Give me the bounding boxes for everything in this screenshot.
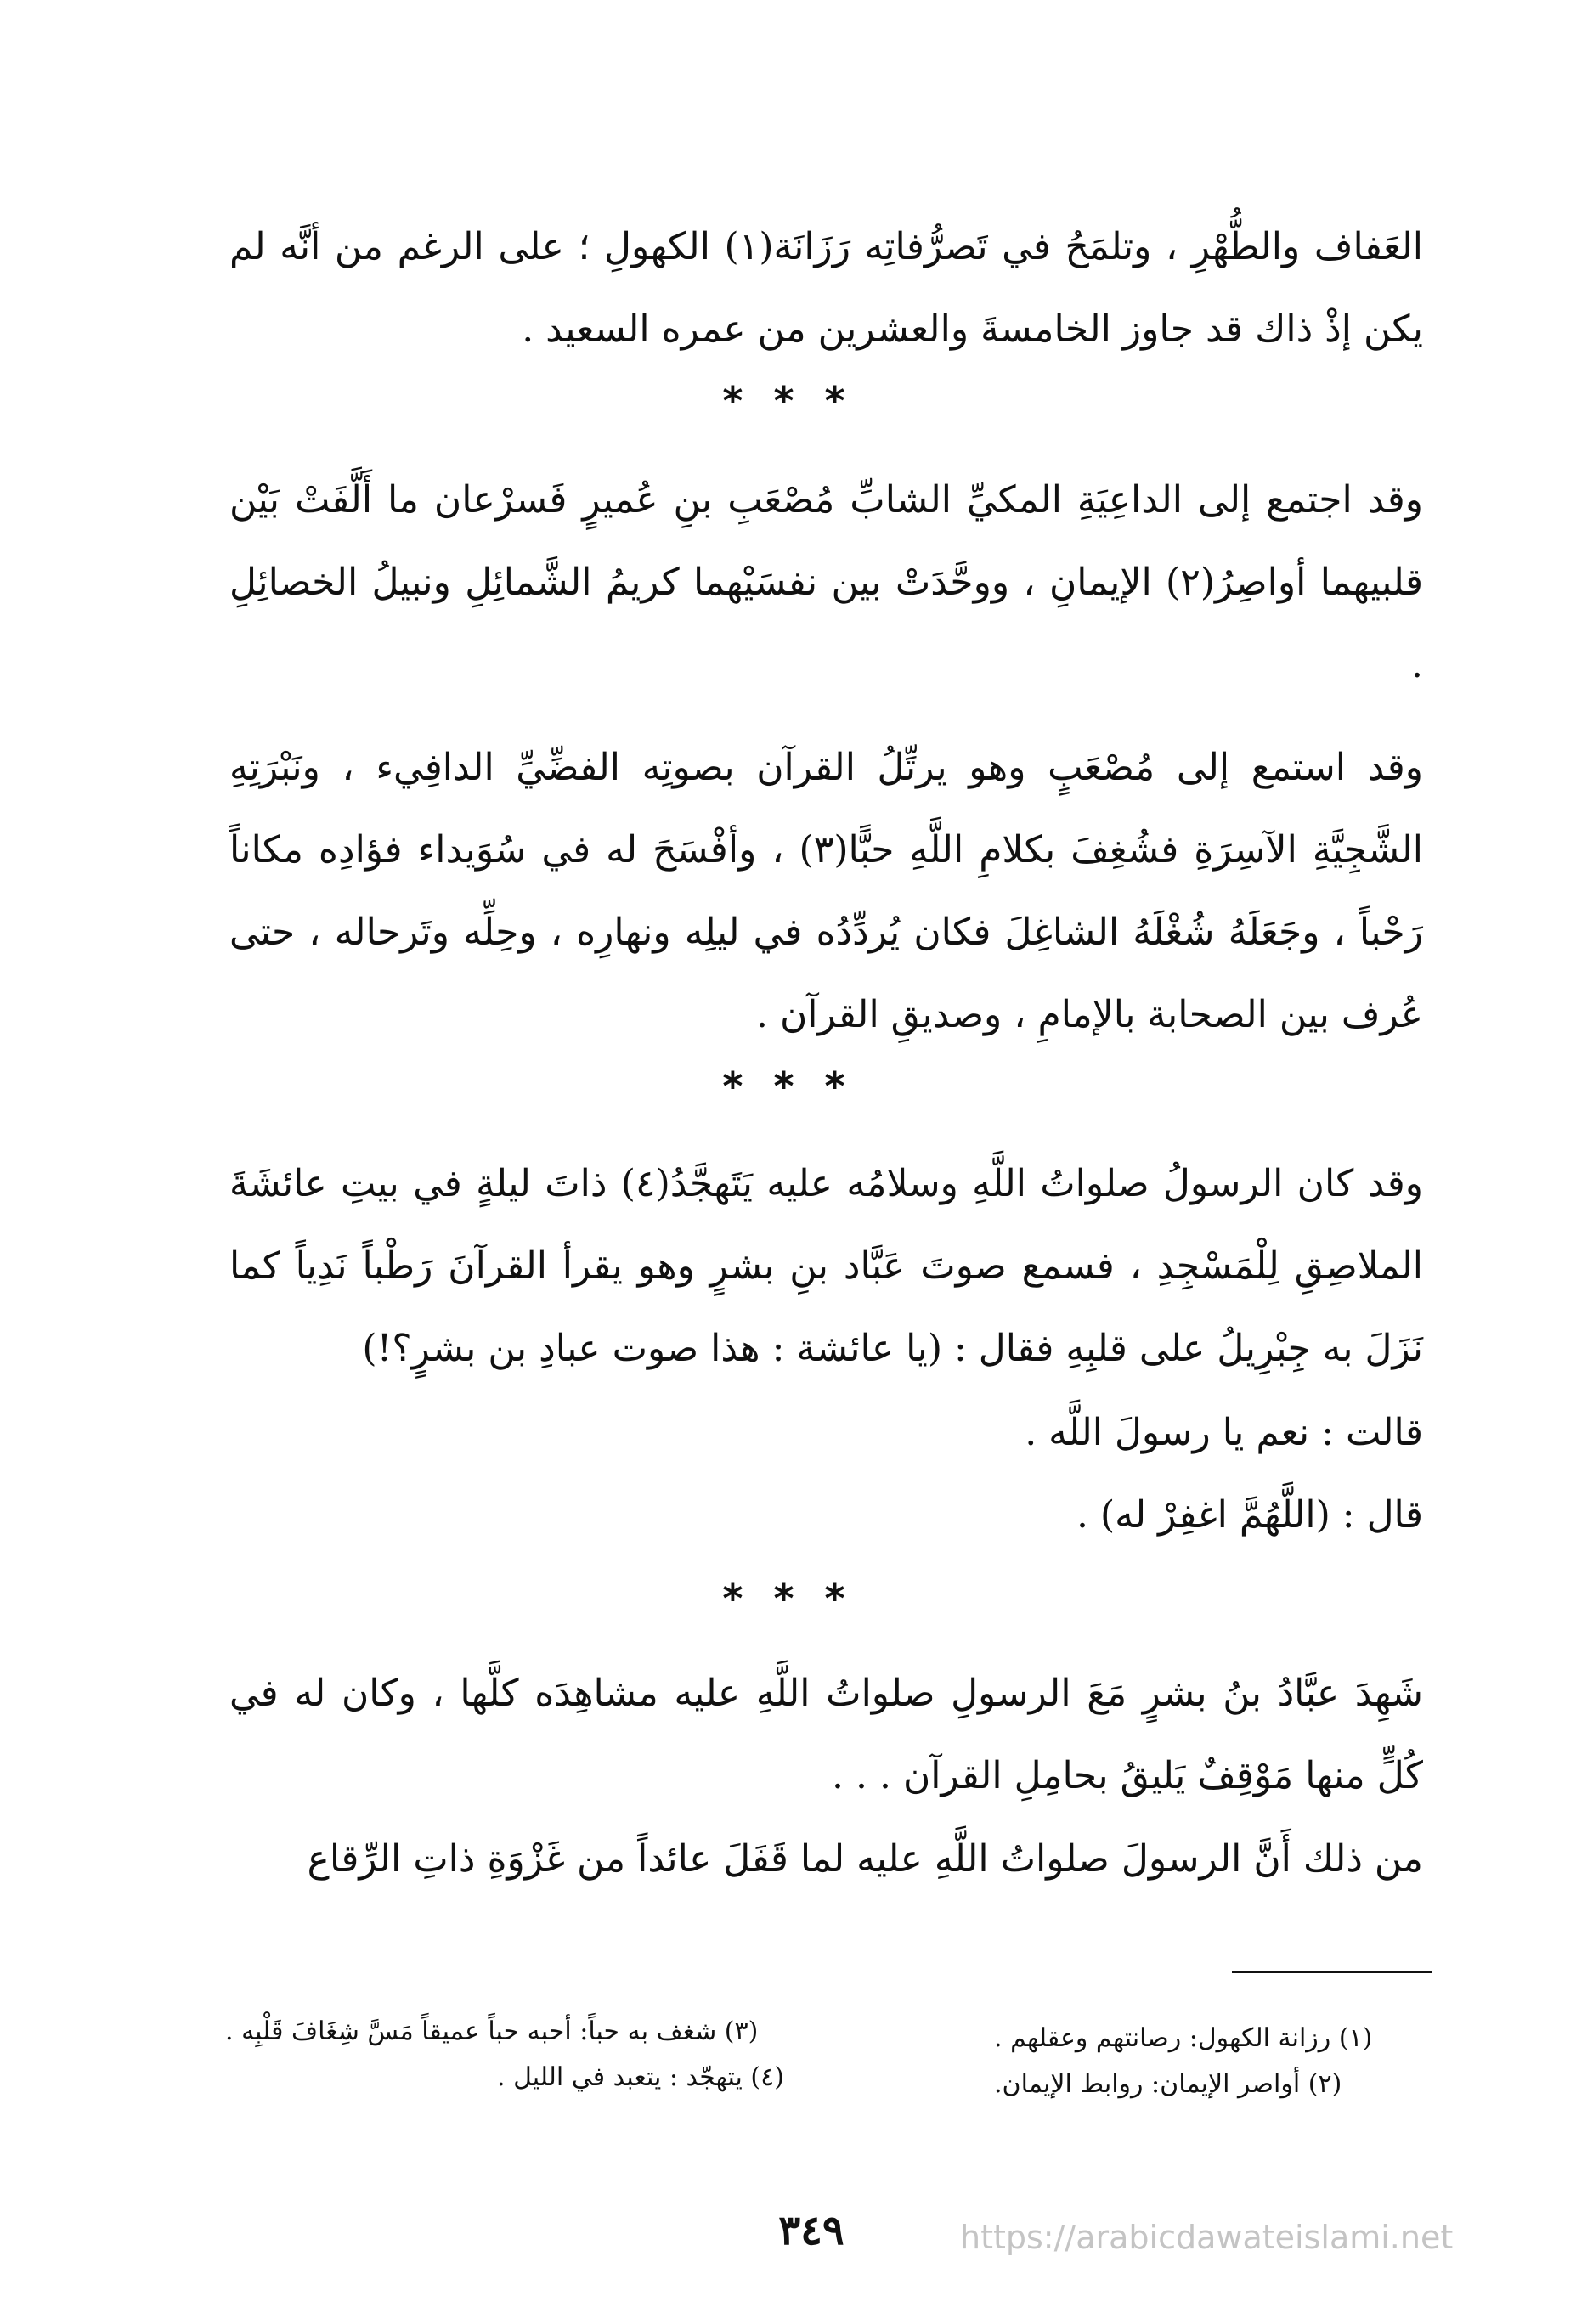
footnote-2: (٢) أواصر الإيمان: روابط الإيمان. <box>994 2069 1342 2099</box>
footnote-3: (٣) شغف به حباً: أحبه حباً عميقاً مَسَّ شِغَافَ قَلْبِه . <box>225 2017 759 2046</box>
page-number: ٣٤٩ <box>778 2207 844 2254</box>
paragraph-3: وقد استمع إلى مُصْعَبٍ وهو يرتِّلُ القرآن بصوتِه الفضِّيِّ الدافِيء ، ونَبْرَتِهِ الشَّجِيَّةِ الآسِرَةِ فشُغِفَ بكلامِ اللَّهِ حبًّا(٣) ، وأفْسَحَ له في سُوَيداء فؤادِه مكاناً رَحْباً ، وجَعَلَهُ شُغْلَهُ الشاغِلَ فكان يُردِّدُه في ليلِه ونهارِه ، وحِلِّه وتَرحاله ، حتى عُرف بين الصحابة بالإمامِ ، وصديقِ القرآن . <box>229 746 1423 1036</box>
paragraph-4: وقد كان الرسولُ صلواتُ اللَّهِ وسلامُه عليه يَتَهجَّدُ(٤) ذاتَ ليلةٍ في بيتِ عائشَةَ الملاصِقِ لِلْمَسْجِدِ ، فسمع صوتَ عَبَّاد بنِ بشرٍ وهو يقرأ القرآنَ رَطْباً نَدِياً كما نَزَلَ به جِبْرِيلُ على قلبِهِ فقال : (يا عائشة : هذا صوت عبادِ بن بشرٍ؟!) <box>229 1162 1423 1370</box>
footnote-rule <box>1232 1971 1432 1973</box>
section-separator: * * * <box>722 1576 854 1622</box>
section-separator: * * * <box>722 1063 854 1109</box>
paragraph-1: العَفاف والطُّهْرِ ، وتلمَحُ في تَصرُّفاتِه رَزَانَة(١) الكهولِ ؛ على الرغم من أنَّه لم يكن إذْ ذاك قد جاوز الخامسةَ والعشرين من عمره السعيد . <box>229 225 1423 351</box>
paragraph-8: من ذلك أَنَّ الرسولَ صلواتُ اللَّهِ عليه لما قَفَلَ عائداً من غَزْوَةِ ذاتِ الرِّقاع <box>307 1837 1423 1881</box>
paragraph-6: قال : (اللَّهُمَّ اغفِرْ له) . <box>1076 1493 1423 1537</box>
watermark-url: https://arabicdawateislami.net <box>960 2219 1454 2256</box>
section-separator: * * * <box>722 378 854 424</box>
paragraph-7: شَهِدَ عبَّادُ بنُ بشرٍ مَعَ الرسولِ صلواتُ اللَّهِ عليه مشاهِدَه كلَّها ، وكان له في كُلٍّ منها مَوْقِفٌ يَليقُ بحامِلِ القرآن . . . <box>229 1672 1424 1797</box>
footnote-1: (١) رزانة الكهول: رصانتهم وعقلهم . <box>994 2023 1373 2053</box>
paragraph-5: قالت : نعم يا رسولَ اللَّه . <box>1025 1411 1423 1454</box>
footnote-4: (٤) يتهجّد : يتعبد في الليل . <box>497 2062 784 2092</box>
paragraph-2: وقد اجتمع إلى الداعِيَةِ المكيِّ الشابِّ مُصْعَبِ بنِ عُميرٍ فَسرْعان ما أَلَّفَتْ بَيْن قلبيهما أواصِرُ(٢) الإيمانِ ، ووحَّدَتْ بين نفسَيْهما كريمُ الشَّمائِلِ ونبيلُ الخصائِلِ . <box>229 478 1423 686</box>
